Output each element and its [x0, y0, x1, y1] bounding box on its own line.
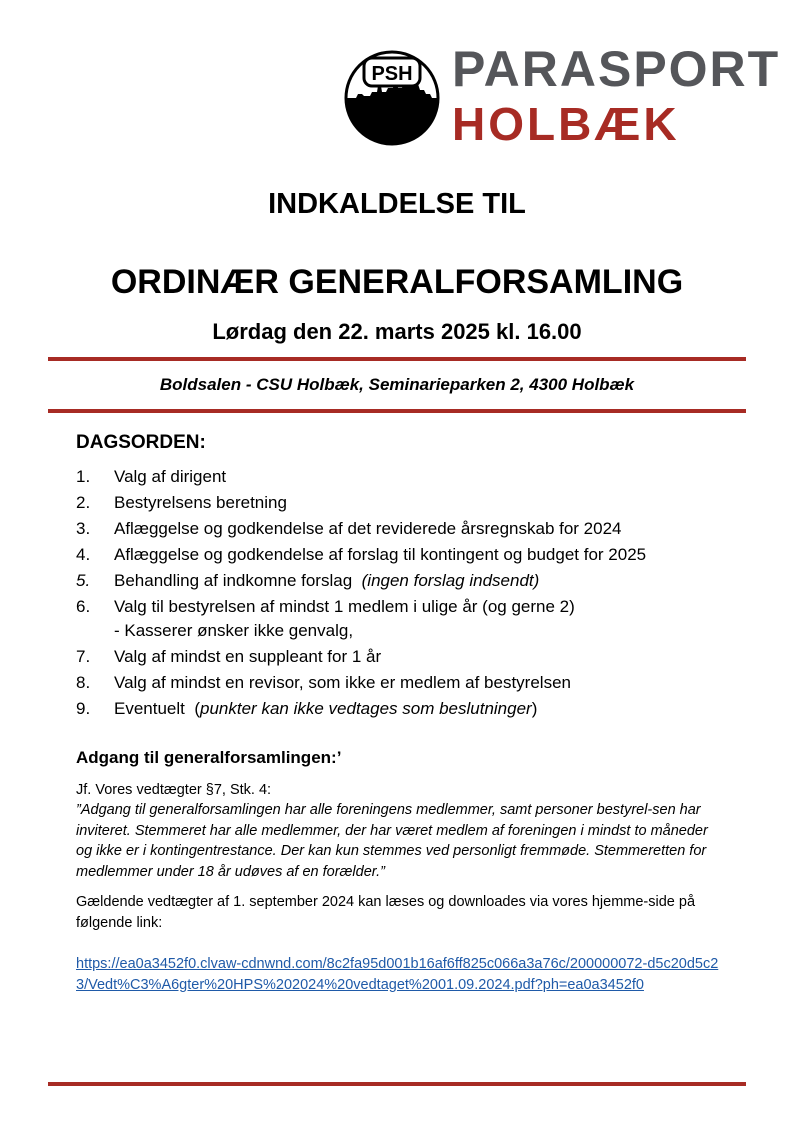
agenda-item-note-open: (	[194, 699, 201, 718]
agenda-item-text: Eventuelt	[114, 699, 185, 718]
agenda-item	[76, 597, 575, 617]
divider-middle	[48, 409, 746, 413]
logo-text-holbaek: HOLBÆK	[452, 98, 680, 150]
agenda-item	[76, 571, 539, 591]
agenda-item-note: punkter kan ikke vedtages som beslutninger	[200, 699, 532, 718]
divider-bottom	[48, 1082, 746, 1086]
agenda-title: DAGSORDEN:	[76, 432, 206, 453]
agenda-item	[76, 545, 646, 565]
agenda-item	[76, 647, 381, 667]
agenda-item	[76, 493, 287, 513]
agenda-item-text: Behandling af indkomne forslag	[114, 571, 353, 590]
agenda-item-text: Valg af mindst en suppleant for 1 år	[114, 647, 382, 666]
agenda-item-number: 2.	[76, 493, 91, 512]
agenda-item-number: 4.	[76, 545, 91, 564]
meeting-date: Lørdag den 22. marts 2025 kl. 16.00	[212, 319, 582, 344]
agenda-item	[76, 699, 537, 719]
agenda-item	[76, 519, 622, 539]
heading-invitation: INDKALDELSE TIL	[268, 188, 526, 220]
divider-top	[48, 357, 746, 361]
agenda-item-number: 9.	[76, 699, 91, 718]
statutes-link[interactable]: https://ea0a3452f0.clvaw-cdnwnd.com/8c2fa95d001b16af6ff825c066a3a76c/200000072-d5c20d5c23/Vedt%C3%A6gter%20HPS%202024%20vedtaget%2001.09.2024.pdf?ph=ea0a3452f0	[76, 956, 719, 993]
heading-general-assembly: ORDINÆR GENERALFORSAMLING	[110, 263, 684, 301]
logo-text-parasport: PARASPORT	[452, 41, 781, 97]
logo-badge-text: PSH	[371, 63, 413, 85]
agenda-item-number: 8.	[76, 673, 91, 692]
agenda-item-text: Bestyrelsens beretning	[114, 493, 287, 512]
agenda-item-note: (ingen forslag indsendt)	[361, 571, 540, 590]
agenda-item-text: Aflæggelse og godkendelse af forslag til kontingent og budget for 2025	[114, 545, 647, 564]
statutes-info: Gældende vedtægter af 1. september 2024 kan læses og downloades via vores hjemme-side på følgende link:	[76, 894, 696, 931]
agenda-item	[76, 467, 226, 487]
agenda-item-number: 1.	[76, 467, 91, 486]
agenda-item-number: 5.	[76, 571, 91, 590]
access-title: Adgang til generalforsamlingen:’	[76, 748, 342, 767]
agenda-item-number: 6.	[76, 597, 91, 616]
agenda-item-note-close: )	[531, 699, 538, 718]
psh-logo-badge	[344, 50, 440, 146]
venue-line: Boldsalen - CSU Holbæk, Seminarieparken 2, 4300 Holbæk	[159, 375, 635, 394]
statute-quote: ”Adgang til generalforsamlingen har alle foreningens medlemmer, samt personer bestyrel-sen har inviteret. Stemmeret har alle medlemmer, der har været medlem af foreningen i mindst to måneder og ikke er i kontingentrestance. Der kan kun stemmes ved personligt fremmøde. Stemmeretten for medlemmer under 18 år udøves af en forælder.”	[76, 802, 708, 880]
agenda-sub-item: - Kasserer ønsker ikke genvalg,	[114, 621, 354, 640]
agenda-item-number: 3.	[76, 519, 91, 538]
agenda-item-number: 7.	[76, 647, 91, 666]
statute-reference: Jf. Vores vedtægter §7, Stk. 4:	[76, 782, 272, 798]
agenda-item	[76, 673, 571, 693]
agenda-item-text: Aflæggelse og godkendelse af det reviderede årsregnskab for 2024	[114, 519, 622, 538]
agenda-item-text: Valg til bestyrelsen af mindst 1 medlem i ulige år (og gerne 2)	[114, 597, 575, 616]
agenda-item-text: Valg af dirigent	[114, 467, 227, 486]
agenda-item-text: Valg af mindst en revisor, som ikke er medlem af bestyrelsen	[114, 673, 571, 692]
